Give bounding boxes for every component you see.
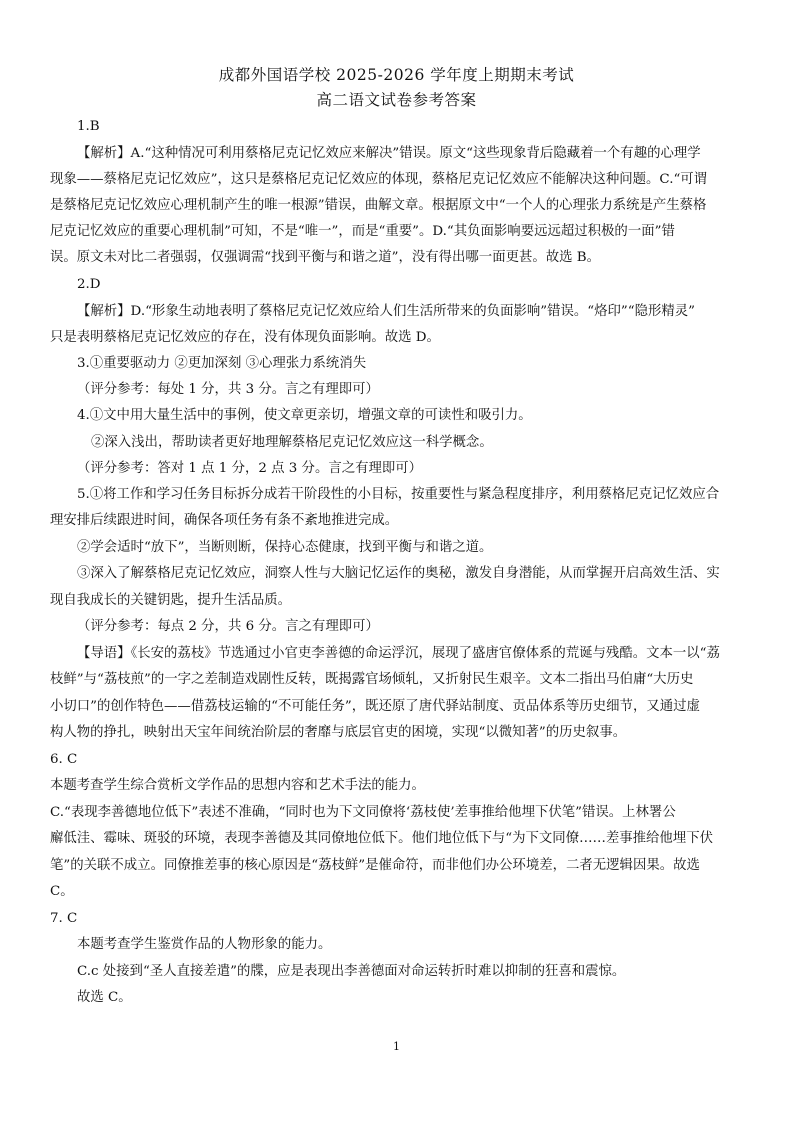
answer-5-line: ②学会适时“放下”，当断则断，保持心态健康，找到平衡与和谐之道。 bbox=[77, 540, 493, 555]
answer-5-line: 5.①将工作和学习任务目标拆分成若干阶段性的小目标，按重要性与紧急程度排序，利用蔡格尼克记忆效应合 bbox=[77, 487, 720, 502]
intro-line: 小切口”的创作特色——借荔枝运输的“不可能任务”，既还原了唐代驿站制度、贡品体系等历史细节，又通过虚 bbox=[50, 699, 700, 714]
page-number: 1 bbox=[393, 1040, 400, 1053]
scoring-4: （评分参考：答对 1 点 1 分，2 点 3 分。言之有理即可） bbox=[77, 461, 423, 476]
analysis-6-line: 廨低洼、霉味、斑驳的环境，表现李善德及其同僚地位低下。他们地位低下与“为下文同僚……差事推给他埋下伏 bbox=[50, 831, 713, 846]
analysis-6-line: C。 bbox=[50, 884, 74, 899]
exam-answer-title: 高二语文试卷参考答案 bbox=[316, 91, 477, 109]
answer-7: 7. C bbox=[50, 911, 78, 926]
analysis-6-line: 本题考查学生综合赏析文学作品的思想内容和艺术手法的能力。 bbox=[50, 778, 425, 793]
answer-6: 6. C bbox=[50, 752, 78, 767]
answer-3: 3.①重要驱动力 ②更加深刻 ③心理张力系统消失 bbox=[77, 356, 367, 371]
analysis-1-line: 尼克记忆效应的重要心理机制”可知，不是“唯一”，而是“重要”。D.“其负面影响要远远超过积极的一面”错 bbox=[50, 224, 675, 239]
intro-line: 【导语】《长安的荔枝》节选通过小官吏李善德的命运浮沉，展现了盛唐官僚体系的荒诞与残酷。文本一以“荔 bbox=[77, 646, 720, 661]
answer-5-line: 理安排后续跟进时间，确保各项任务有条不紊地推进完成。 bbox=[50, 513, 399, 528]
analysis-7-line: C.c 处接到“圣人直接差遣”的牒，应是表现出李善德面对命运转折时难以抑制的狂喜和震惊。 bbox=[77, 964, 626, 979]
analysis-2-line: 【解析】D.“形象生动地表明了蔡格尼克记忆效应给人们生活所带来的负面影响”错误。“烙印”“隐形精灵” bbox=[77, 304, 695, 319]
analysis-7-line: 故选 C。 bbox=[77, 990, 132, 1005]
answer-4-point: 4.①文中用大量生活中的事例，使文章更亲切，增强文章的可读性和吸引力。 bbox=[77, 408, 532, 423]
answer-5-line: ③深入了解蔡格尼克记忆效应，洞察人性与大脑记忆运作的奥秘，激发自身潜能，从而掌握开启高效生活、实 bbox=[77, 566, 720, 581]
scoring-3: （评分参考：每处 1 分，共 3 分。言之有理即可） bbox=[77, 382, 379, 397]
answer-1: 1.B bbox=[77, 119, 100, 134]
analysis-1-line: 是蔡格尼克记忆效应心理机制产生的唯一根源”错误，曲解文章。根据原文中“一个人的心理张力系统是产生蔡格 bbox=[50, 198, 707, 213]
analysis-7-line: 本题考查学生鉴赏作品的人物形象的能力。 bbox=[77, 937, 332, 952]
analysis-1-line: 【解析】A.“这种情况可利用蔡格尼克记忆效应来解决”错误。原文“这些现象背后隐藏着一个有趣的心理学 bbox=[77, 146, 701, 161]
exam-school-title: 成都外国语学校 2025-2026 学年度上期期末考试 bbox=[218, 66, 575, 84]
analysis-6-line: 笔”的关联不成立。同僚推差事的核心原因是“荔枝鲜”是催命符，而非他们办公环境差，二者无逻辑因果。故选 bbox=[50, 858, 700, 873]
analysis-1-line: 现象——蔡格尼克记忆效应”，这只是蔡格尼克记忆效应的体现，蔡格尼克记忆效应不能解决这种问题。C.“可谓 bbox=[50, 172, 708, 187]
analysis-2-line: 只是表明蔡格尼克记忆效应的存在，没有体现负面影响。故选 D。 bbox=[50, 330, 440, 345]
intro-line: 枝鲜”与“荔枝煎”的一字之差制造戏剧性反转，既揭露官场倾轧，又折射民生艰辛。文本二指出马伯庸“大历史 bbox=[50, 672, 694, 687]
analysis-1-line: 误。原文未对比二者强弱，仅强调需“找到平衡与和谐之道”，没有得出哪一面更甚。故选 B。 bbox=[50, 250, 601, 265]
answer-4-point: ②深入浅出，帮助读者更好地理解蔡格尼克记忆效应这一科学概念。 bbox=[91, 435, 493, 450]
answer-2: 2.D bbox=[77, 277, 101, 292]
analysis-6-line: C.“表现李善德地位低下”表述不准确，“同时也为下文同僚将‘荔枝使’差事推给他埋下伏笔”错误。上林署公 bbox=[50, 805, 676, 820]
intro-line: 构人物的挣扎，映射出天宝年间统治阶层的奢靡与底层官吏的困境，实现“以微知著”的历史叙事。 bbox=[50, 725, 627, 740]
scoring-5: （评分参考：每点 2 分，共 6 分。言之有理即可） bbox=[77, 619, 379, 634]
answer-5-line: 现自我成长的关键钥匙，提升生活品质。 bbox=[50, 593, 292, 608]
